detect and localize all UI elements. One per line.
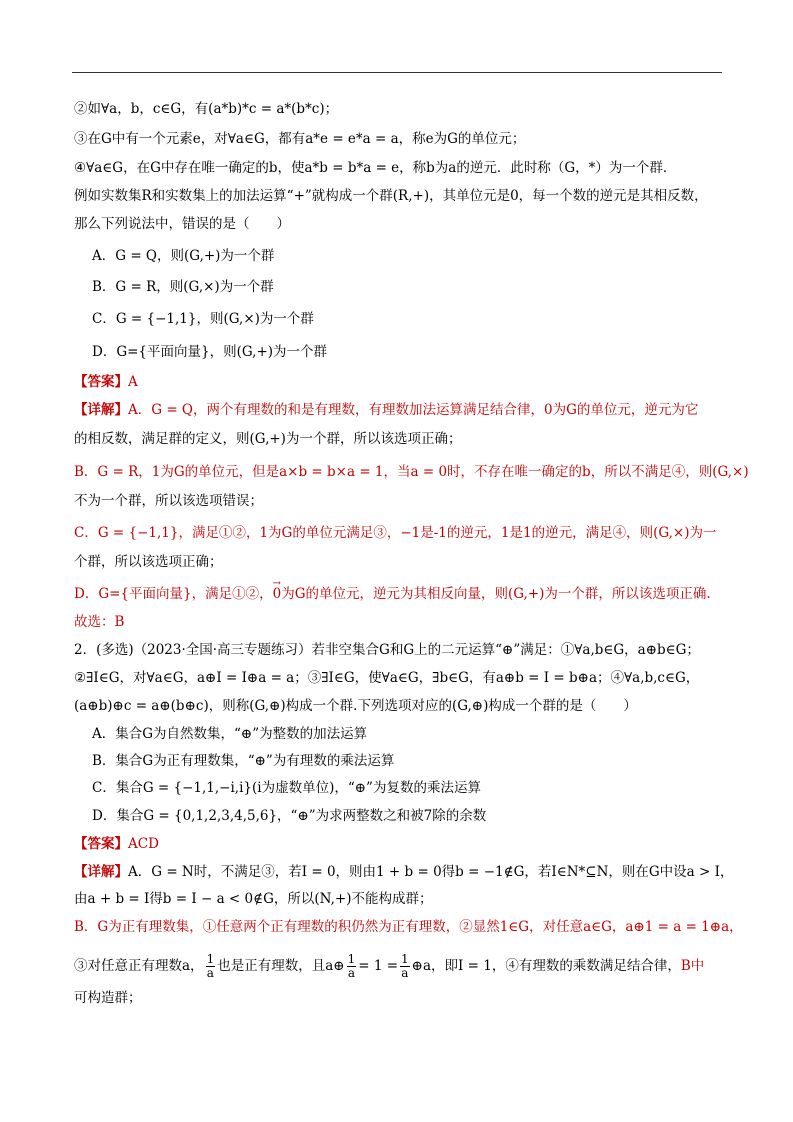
detail-text: 为G的单位元，逆元为其相反向量，则(G,+)为一个群，所以该选项正确. [281,586,711,602]
option-b: B．G = R，则(G,×)为一个群 [92,279,274,295]
text-line: 那么下列说法中，错误的是（ ） [74,216,290,232]
answer-tag: 【答案】 [74,836,128,852]
detail-text: B．G为正有理数集，①任意两个正有理数的积仍然为正有理数，②显然1∈G，对任意a∈G，a⊕1 = a = 1⊕a， [74,919,743,935]
detail-tag: 【详解】 [74,864,128,880]
text-line [74,463,749,481]
text-line: ④∀a∈G，在G中存在唯一确定的b，使a*b = b*a = e，称b为a的逆元．此时称（G，*）为一个群． [74,160,677,176]
option-b: B．集合G为正有理数集，“⊕”为有理数的乘法运算 [92,753,395,769]
text-line: 故选：B [74,614,125,630]
text-line [74,578,711,603]
detail-line [74,401,698,419]
detail-text: A．G = Q，两个有理数的和是有理数，有理数加法运算满足结合律，0为G的单位元，逆元为它 [128,402,699,418]
option-a: A．G = Q，则(G,+)为一个群 [92,248,275,264]
detail-line [74,863,733,881]
text-line: 的相反数，满足群的定义，则(G,+)为一个群，所以该选项正确； [74,431,462,447]
fraction: $\frac{1}{a}$ [206,952,215,980]
question-2-line: 2．(多选)（2023·全国·高三专题练习）若非空集合G和G上的二元运算“⊕”满足：①∀a,b∈G，a⊕b∈G； [74,642,700,658]
text-line [74,524,717,542]
option-a: A．集合G为自然数集，“⊕”为整数的加法运算 [92,726,368,742]
option-d: D．G={平面向量}，则(G,+)为一个群 [92,344,328,360]
text-line: 个群，所以该选项正确； [74,554,223,570]
option-c: C．集合G = {−1,1,−i,i}(i为虚数单位)，“⊕”为复数的乘法运算 [92,780,481,796]
answer-value: A [128,374,138,390]
detail-text: C．G = {−1,1}，满足①②，1为G的单位元满足③，−1是-1的逆元，1是1的逆元，满足④，则(G,×)为一 [74,525,717,541]
option-c: C．G = {−1,1}，则(G,×)为一个群 [92,311,314,327]
header-rule [72,72,722,73]
answer-line [74,835,159,853]
text-line [74,918,743,936]
text-line: ③对任意正有理数a， $\frac{1}{a}$ 也是正有理数，且a⊕ $\frac{1}{a}$ = 1 = $\frac{1}{a}$ ⊕a，即I = 1，④有理数的乘数满足结合律，B中 [74,952,705,980]
text-line: ③在G中有一个元素e，对∀a∈G，都有a*e = e*a = a，称e为G的单位元； [74,131,526,147]
answer-value: ACD [128,836,159,852]
text-line: 可构造群； [74,990,142,1006]
text-line: 由a + b = I得b = I − a < 0∉G，所以(N,+)不能构成群； [74,891,433,907]
fraction: $\frac{1}{a}$ [347,952,356,980]
question-2-line: ②∃I∈G，对∀a∈G，a⊕I = I⊕a = a；③∃I∈G，使∀a∈G，∃b∈G，有a⊕b = I = b⊕a；④∀a,b,c∈G， [74,670,700,686]
detail-tag: 【详解】 [74,402,128,418]
fraction: $\frac{1}{a}$ [401,952,409,980]
detail-text: D．G={平面向量}，满足①②， [74,586,273,602]
detail-text: B．G = R，1为G的单位元，但是a×b = b×a = 1，当a = 0时，不存在唯一确定的b，所以不满足④，则(G,×) [74,464,749,480]
answer-line [74,373,138,391]
text-line: 例如实数集R和实数集上的加法运算“+”就构成一个群(R,+)，其单位元是0，每一个数的逆元是其相反数， [74,188,708,204]
detail-text: A．G = N时，不满足③，若I = 0，则由1 + b = 0得b = −1∉G，若I∈N*⊆N，则在G中设a > I， [128,864,734,880]
text-line: 不为一个群，所以该选项错误； [74,493,263,509]
option-d: D．集合G = {0,1,2,3,4,5,6}，“⊕”为求两整数之和被7除的余数 [92,808,487,824]
zero-vector: → 0 [272,578,282,602]
answer-tag: 【答案】 [74,374,128,390]
question-2-line: (a⊕b)⊕c = a⊕(b⊕c)，则称(G,⊕)构成一个群.下列选项对应的(G,⊕)构成一个群的是（ ） [74,698,637,714]
text-line: ②如∀a，b，c∈G，有(a*b)*c = a*(b*c)； [74,101,339,117]
